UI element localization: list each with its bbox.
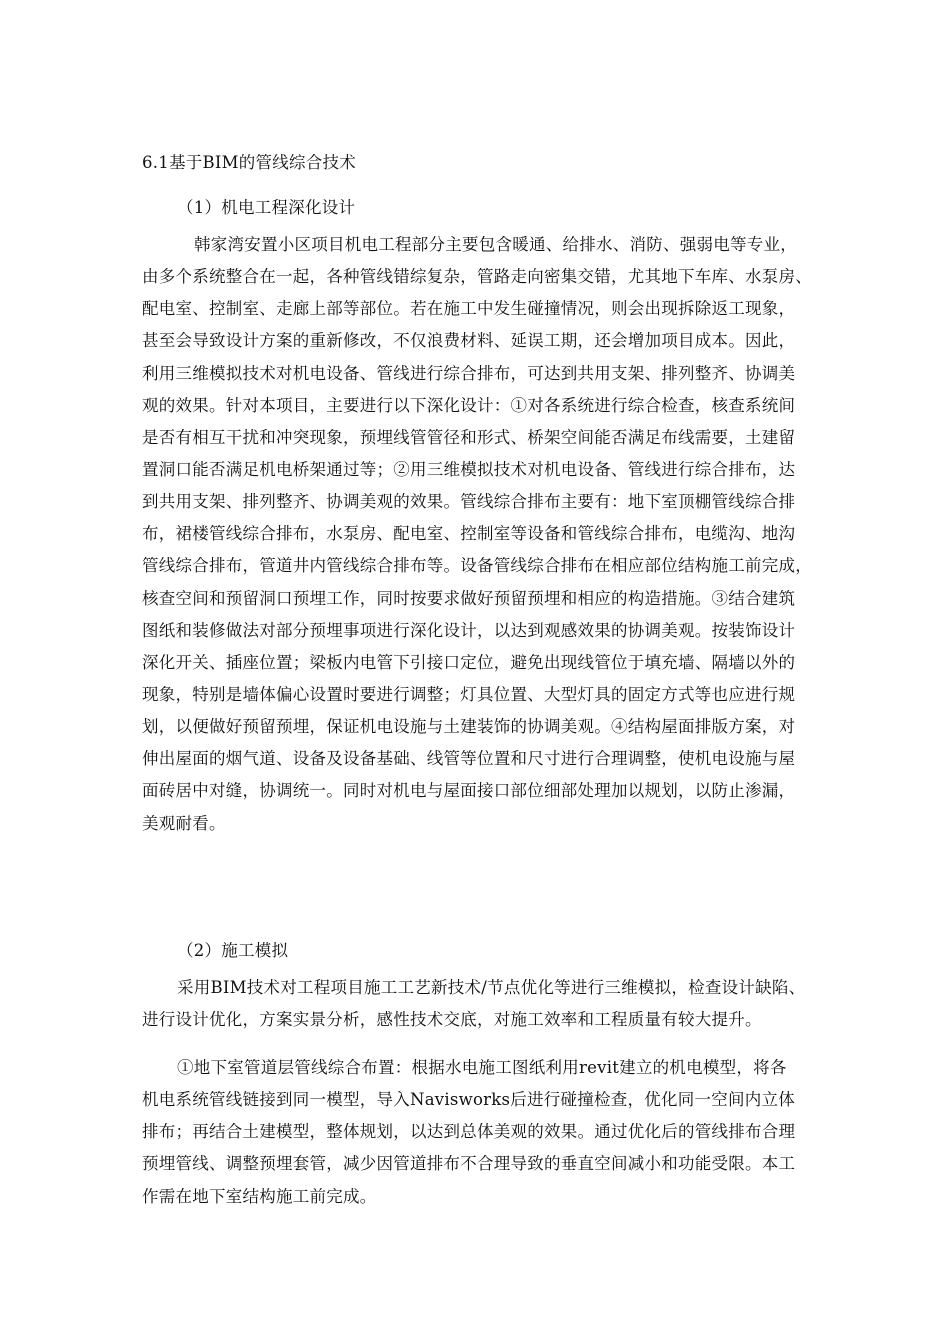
paragraph-basement-pipeline bbox=[142, 1052, 795, 1213]
paragraph-line: 采用BIM技术对工程项目施工工艺新技术/节点优化等进行三维模拟，检查设计缺陷、 bbox=[177, 978, 806, 997]
paragraph-line: 布，裙楼管线综合排布，水泵房、配电室、控制室等设备和管线综合排布，电缆沟、地沟 bbox=[142, 524, 796, 544]
paragraph-line: 图纸和装修做法对部分预埋事项进行深化设计，以达到观感效果的协调美观。按装饰设计 bbox=[142, 620, 796, 640]
paragraph-construction-simulation bbox=[142, 972, 805, 1036]
paragraph-line: 进行设计优化，方案实景分析，感性技术交底，对施工效率和工程质量有较大提升。 bbox=[142, 1010, 762, 1030]
paragraph-line: 伸出屋面的烟气道、设备及设备基础、线管等位置和尺寸进行合理调整，使机电设施与屋 bbox=[142, 749, 796, 769]
paragraph-line: 排布；再结合土建模型，整体规划，以达到总体美观的效果。通过优化后的管线排布合理 bbox=[142, 1122, 796, 1142]
paragraph-line: 机电系统管线链接到同一模型，导入Navisworks后进行碰撞检查，优化同一空间内立体 bbox=[142, 1090, 796, 1110]
paragraph-line: 观的效果。针对本项目，主要进行以下深化设计：①对各系统进行综合检查，核查系统间 bbox=[142, 395, 796, 415]
paragraph-line: 面砖居中对缝，协调统一。同时对机电与屋面接口部位细部处理加以规划，以防止渗漏， bbox=[142, 781, 796, 801]
paragraph-line: 划，以便做好预留预埋，保证机电设施与土建装饰的协调美观。④结构屋面排版方案，对 bbox=[142, 717, 796, 737]
paragraph-line: 韩家湾安置小区项目机电工程部分主要包含暖通、给排水、消防、强弱电等专业， bbox=[194, 235, 797, 254]
section-heading: 6.1基于BIM的管线综合技术 bbox=[142, 153, 357, 172]
paragraph-line: 由多个系统整合在一起，各种管线错综复杂，管路走向密集交错，尤其地下车库、水泵房、 bbox=[142, 267, 812, 287]
subsection-heading-construction-simulation: （2）施工模拟 bbox=[177, 941, 289, 960]
paragraph-line: 现象，特别是墙体偏心设置时要进行调整；灯具位置、大型灯具的固定方式等也应进行规 bbox=[142, 684, 796, 704]
paragraph-line: 作需在地下室结构施工前完成。 bbox=[142, 1186, 377, 1206]
paragraph-mep-design bbox=[142, 229, 812, 840]
paragraph-line: 是否有相互干扰和冲突现象，预埋线管管径和形式、桥架空间能否满足布线需要，土建留 bbox=[142, 427, 796, 447]
paragraph-line: 深化开关、插座位置；梁板内电管下引接口定位，避免出现线管位于填充墙、隔墙以外的 bbox=[142, 652, 796, 672]
paragraph-line: 美观耐看。 bbox=[142, 813, 226, 833]
paragraph-line: 甚至会导致设计方案的重新修改，不仅浪费材料、延误工期，还会增加项目成本。因此， bbox=[142, 331, 796, 351]
subsection-heading-mep-design: （1）机电工程深化设计 bbox=[177, 198, 356, 217]
paragraph-line: 核查空间和预留洞口预埋工作，同时按要求做好预留预埋和相应的构造措施。③结合建筑 bbox=[142, 588, 796, 608]
paragraph-line: 置洞口能否满足机电桥架通过等；②用三维模拟技术对机电设备、管线进行综合排布，达 bbox=[142, 459, 796, 479]
paragraph-line: ①地下室管道层管线综合布置：根据水电施工图纸利用revit建立的机电模型，将各 bbox=[177, 1058, 787, 1077]
paragraph-line: 管线综合排布，管道井内管线综合排布等。设备管线综合排布在相应部位结构施工前完成， bbox=[142, 556, 812, 576]
paragraph-line: 利用三维模拟技术对机电设备、管线进行综合排布，可达到共用支架、排列整齐、协调美 bbox=[142, 363, 796, 383]
paragraph-line: 到共用支架、排列整齐、协调美观的效果。管线综合排布主要有：地下室顶棚管线综合排 bbox=[142, 492, 796, 512]
paragraph-line: 配电室、控制室、走廊上部等部位。若在施工中发生碰撞情况，则会出现拆除返工现象， bbox=[142, 299, 796, 319]
paragraph-line: 预埋管线、调整预埋套管，减少因管道排布不合理导致的垂直空间减小和功能受限。本工 bbox=[142, 1154, 796, 1174]
